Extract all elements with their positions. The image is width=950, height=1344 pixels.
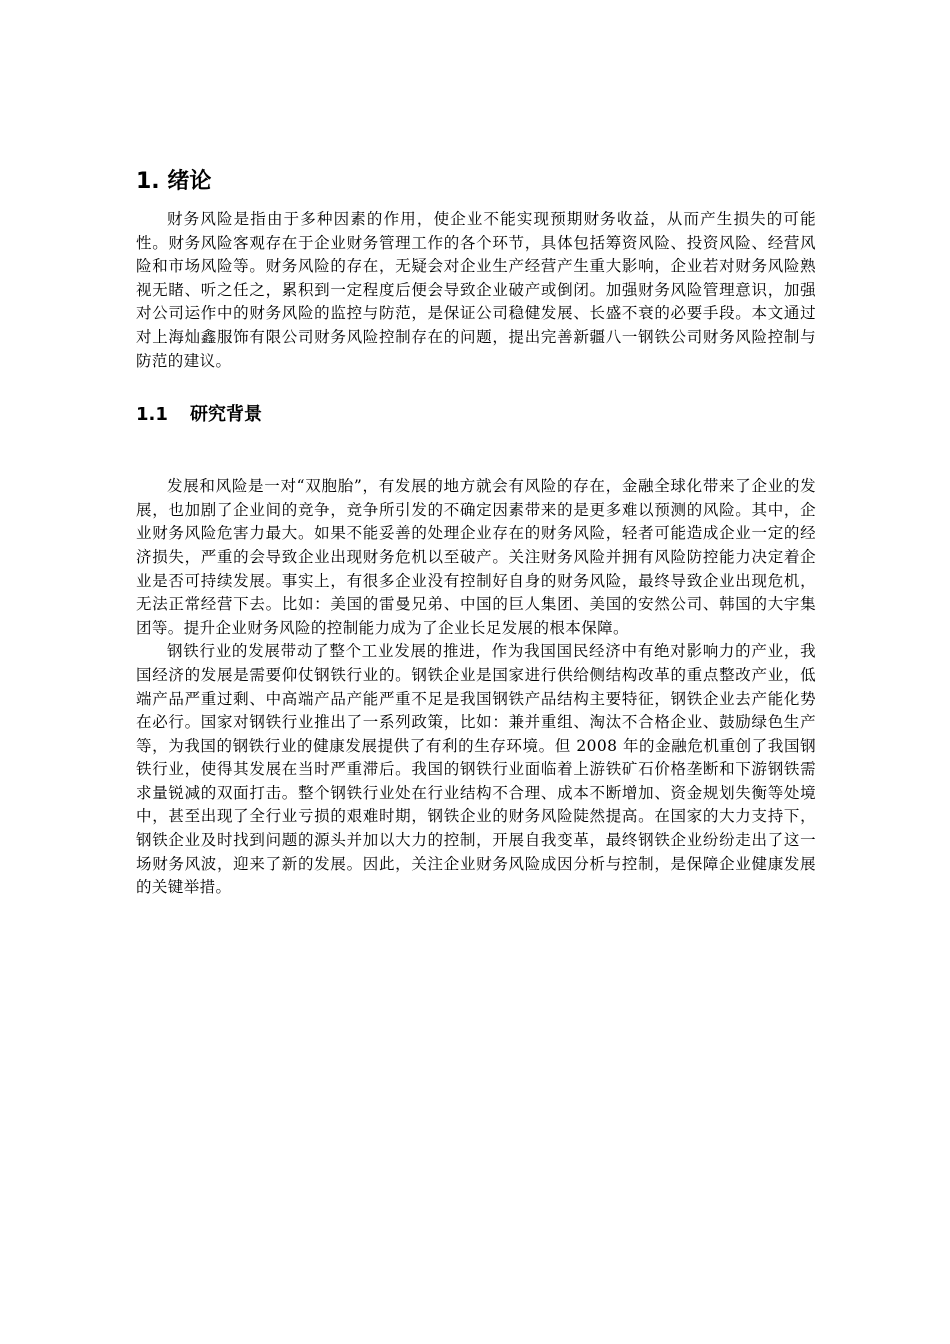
section-heading-introduction: 1. 绪论 (136, 169, 212, 194)
background-paragraph-2: 钢铁行业的发展带动了整个工业发展的推进，作为我国国民经济中有绝对影响力的产业，我国经济的发展是需要仰仗钢铁行业的。钢铁企业是国家进行供给侧结构改革的重点整改产业，低端产品严重过剩、中高端产品产能严重不足是我国钢铁产品结构主要特征，钢铁企业去产能化势在必行。国家对钢铁行业推出了一系列政策，比如：兼并重组、淘汰不合格企业、鼓励绿色生产等，为我国的钢铁行业的健康发展提供了有利的生存环境。但 2008 年的金融危机重创了我国钢铁行业，使得其发展在当时严重滞后。我国的钢铁行业面临着上游铁矿石价格垄断和下游钢铁需求量锐减的双面打击。整个钢铁行业处在行业结构不合理、成本不断增加、资金规划失衡等处境中，甚至出现了全行业亏损的艰难时期，钢铁企业的财务风险陡然提高。在国家的大力支持下，钢铁企业及时找到问题的源头并加以大力的控制，开展自我变革，最终钢铁企业纷纷走出了这一场财务风波，迎来了新的发展。因此，关注企业财务风险成因分析与控制，是保障企业健康发展的关键举措。 (136, 642, 816, 897)
introduction-paragraph: 财务风险是指由于多种因素的作用，使企业不能实现预期财务收益，从而产生损失的可能性。财务风险客观存在于企业财务管理工作的各个环节，具体包括筹资风险、投资风险、经营风险和市场风险等。财务风险的存在，无疑会对企业生产经营产生重大影响，企业若对财务风险熟视无睹、听之任之，累积到一定程度后便会导致企业破产或倒闭。加强财务风险管理意识，加强对公司运作中的财务风险的监控与防范，是保证公司稳健发展、长盛不衰的必要手段。本文通过对上海灿鑫服饰有限公司财务风险控制存在的问题，提出完善新疆八一钢铁公司财务风险控制与防范的建议。 (136, 210, 816, 370)
background-paragraph-1: 发展和风险是一对“双胞胎”，有发展的地方就会有风险的存在，金融全球化带来了企业的发展，也加剧了企业间的竞争，竞争所引发的不确定因素带来的是更多难以预测的风险。其中，企业财务风险危害力最大。如果不能妥善的处理企业存在的财务风险，轻者可能造成企业一定的经济损失，严重的会导致企业出现财务危机以至破产。关注财务风险并拥有风险防控能力决定着企业是否可持续发展。事实上，有很多企业没有控制好自身的财务风险，最终导致企业出现危机，无法正常经营下去。比如：美国的雷曼兄弟、中国的巨人集团、美国的安然公司、韩国的大宇集团等。提升企业财务风险的控制能力成为了企业长足发展的根本保障。 (136, 477, 816, 637)
subsection-title: 研究背景 (190, 404, 262, 426)
page-content (136, 162, 816, 900)
subsection-heading-research-background (136, 401, 816, 429)
subsection-number: 1.1 (136, 404, 168, 426)
